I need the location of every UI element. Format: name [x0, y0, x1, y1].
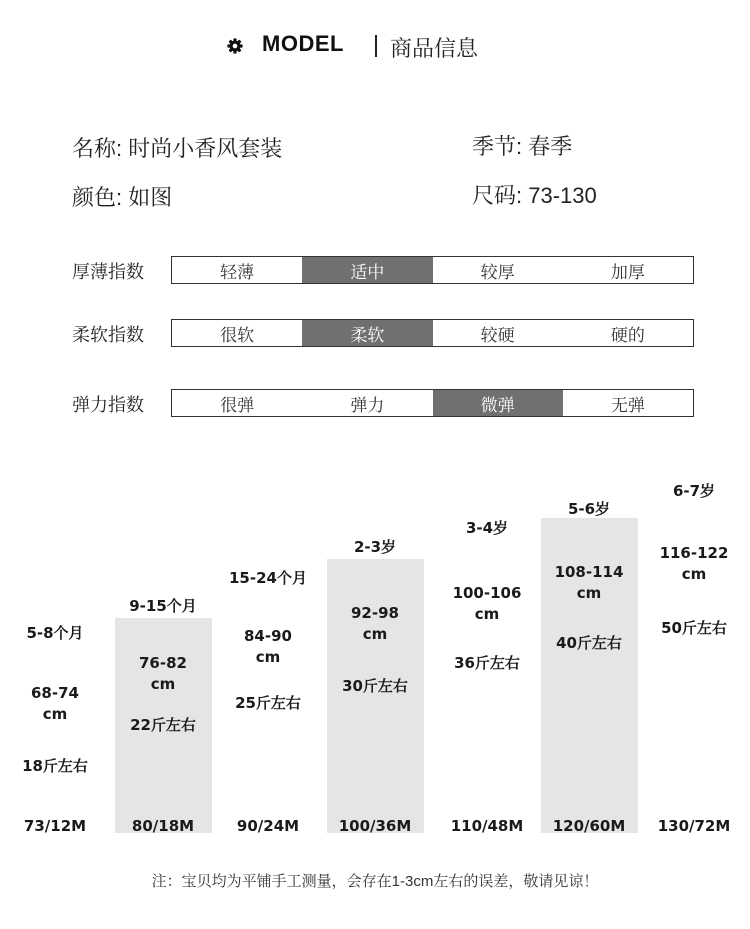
size-weight: 40斤左右	[556, 634, 622, 652]
size-weight: 36斤左右	[454, 654, 520, 672]
size-height-unit: cm	[255, 648, 281, 666]
size-weight: 30斤左右	[342, 677, 408, 695]
size-age: 5-6岁	[567, 500, 611, 518]
product-color: 颜色: 如图	[72, 185, 173, 210]
size-label: 100/36M	[338, 817, 412, 835]
size-label: 90/24M	[236, 817, 300, 835]
size-weight: 50斤左右	[661, 619, 727, 637]
page-header	[0, 28, 750, 64]
size-height: 92-98	[351, 604, 399, 622]
index-option: 弹力	[350, 395, 385, 415]
index-scale	[171, 319, 694, 347]
index-option: 无弹	[610, 395, 645, 415]
size-column-shade	[327, 559, 424, 833]
index-option-selected: 微弹	[433, 390, 563, 416]
index-option: 很软	[220, 325, 255, 345]
brand-title: MODEL	[262, 31, 344, 56]
header-subtitle: 商品信息	[390, 36, 479, 61]
size-height-unit: cm	[474, 605, 500, 623]
size-age: 6-7岁	[672, 482, 716, 500]
measurement-note: 注：宝贝均为平铺手工测量，会存在1-3cm左右的误差，敬请见谅！	[151, 873, 599, 890]
size-height: 100-106	[452, 584, 522, 602]
product-season: 季节: 春季	[472, 134, 573, 159]
size-height-unit: cm	[42, 705, 68, 723]
size-weight: 25斤左右	[235, 694, 301, 712]
size-height: 116-122	[659, 544, 729, 562]
size-label: 80/18M	[131, 817, 195, 835]
size-label: 130/72M	[657, 817, 731, 835]
size-age: 9-15个月	[129, 597, 197, 615]
size-age: 2-3岁	[353, 538, 397, 556]
index-option: 硬的	[610, 325, 645, 345]
index-option-selected: 适中	[302, 257, 432, 283]
index-label: 弹力指数	[72, 395, 144, 415]
index-label: 柔软指数	[72, 325, 144, 345]
index-option: 加厚	[610, 262, 645, 282]
size-height: 108-114	[554, 563, 624, 581]
index-option: 很弹	[220, 395, 255, 415]
size-height: 68-74	[31, 684, 79, 702]
product-name: 名称: 时尚小香风套装	[72, 136, 283, 161]
size-height: 84-90	[244, 627, 292, 645]
size-age: 3-4岁	[465, 519, 509, 537]
size-height-unit: cm	[362, 625, 388, 643]
index-option: 轻薄	[220, 262, 255, 282]
index-scale	[171, 256, 694, 284]
size-height-unit: cm	[150, 675, 176, 693]
size-weight: 22斤左右	[130, 716, 196, 734]
gear-icon	[226, 37, 244, 55]
size-age: 15-24个月	[229, 569, 307, 587]
size-label: 73/12M	[23, 817, 87, 835]
index-option-selected: 柔软	[302, 320, 432, 346]
size-height-unit: cm	[681, 565, 707, 583]
size-height: 76-82	[139, 654, 187, 672]
index-scale	[171, 389, 694, 417]
index-option: 较厚	[480, 262, 515, 282]
size-label: 120/60M	[552, 817, 626, 835]
index-option: 较硬	[480, 325, 515, 345]
index-label: 厚薄指数	[72, 262, 144, 282]
size-weight: 18斤左右	[22, 757, 88, 775]
product-size-range: 尺码: 73-130	[472, 183, 597, 208]
size-height-unit: cm	[576, 584, 602, 602]
header-divider	[375, 35, 377, 57]
size-age: 5-8个月	[26, 624, 84, 642]
size-label: 110/48M	[450, 817, 524, 835]
